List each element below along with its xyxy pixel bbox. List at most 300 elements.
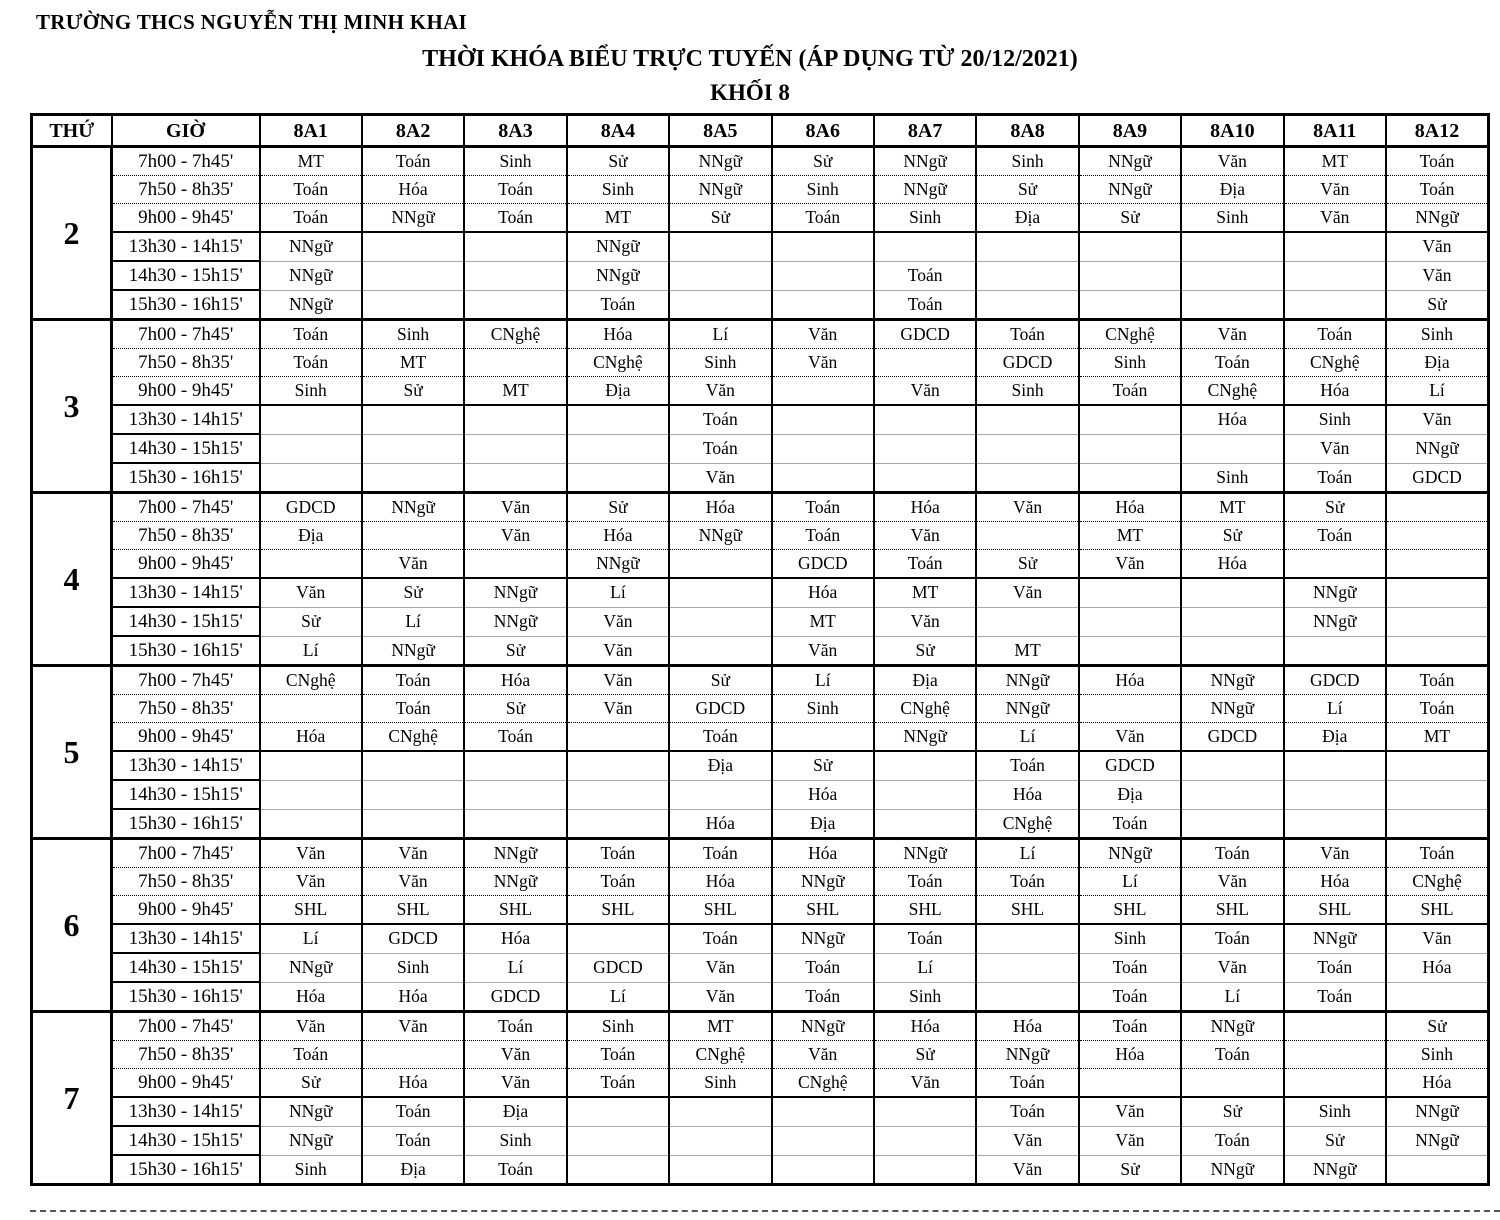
subject-cell-8a11: Toán [1284,320,1386,349]
time-cell: 14h30 - 15h15' [112,1126,260,1155]
time-cell: 7h50 - 8h35' [112,1041,260,1069]
timetable-row-day5-slot6 [32,809,1489,839]
subject-cell-8a8: GDCD [976,349,1078,377]
time-cell: 14h30 - 15h15' [112,434,260,463]
subject-cell-8a3: Toán [464,1012,566,1041]
timetable-header [32,115,1489,147]
subject-cell-8a7: Toán [874,261,976,290]
subject-cell-8a8 [976,261,1078,290]
subject-cell-8a3 [464,405,566,434]
subject-cell-8a12 [1386,578,1489,607]
subject-cell-8a12: MT [1386,723,1489,752]
subject-cell-8a9 [1079,290,1181,320]
subject-cell-8a2: Toán [362,147,464,176]
subject-cell-8a9 [1079,232,1181,261]
subject-cell-8a11 [1284,261,1386,290]
subject-cell-8a10: NNgữ [1181,1012,1283,1041]
subject-cell-8a10: NNgữ [1181,695,1283,723]
subject-cell-8a7: GDCD [874,320,976,349]
subject-cell-8a7 [874,809,976,839]
subject-cell-8a1: Sử [260,607,362,636]
subject-cell-8a6 [772,434,874,463]
subject-cell-8a8: SHL [976,896,1078,925]
subject-cell-8a6: Hóa [772,578,874,607]
subject-cell-8a3: Văn [464,1041,566,1069]
time-cell: 13h30 - 14h15' [112,924,260,953]
subject-cell-8a6 [772,232,874,261]
subject-cell-8a4 [567,809,669,839]
subject-cell-8a10: Sinh [1181,463,1283,493]
subject-cell-8a4 [567,1155,669,1185]
subject-cell-8a4: Lí [567,578,669,607]
time-cell: 13h30 - 14h15' [112,405,260,434]
subject-cell-8a4: Hóa [567,320,669,349]
subject-cell-8a6: NNgữ [772,1012,874,1041]
subject-cell-8a7: SHL [874,896,976,925]
subject-cell-8a8 [976,924,1078,953]
subject-cell-8a4: Toán [567,290,669,320]
time-cell: 14h30 - 15h15' [112,261,260,290]
timetable-row-day7-slot6 [32,1155,1489,1185]
subject-cell-8a11: Sử [1284,493,1386,522]
subject-cell-8a12: Lí [1386,377,1489,406]
subject-cell-8a12 [1386,780,1489,809]
subject-cell-8a9: SHL [1079,896,1181,925]
subject-cell-8a11: Toán [1284,953,1386,982]
subject-cell-8a9: Sinh [1079,349,1181,377]
timetable-row-day6-slot6 [32,982,1489,1012]
subject-cell-8a8: Toán [976,868,1078,896]
timetable-row-day4-slot6 [32,636,1489,666]
subject-cell-8a5: Sinh [669,349,771,377]
subject-cell-8a1: GDCD [260,493,362,522]
subject-cell-8a7: NNgữ [874,176,976,204]
subject-cell-8a1: Hóa [260,982,362,1012]
subject-cell-8a12 [1386,636,1489,666]
subject-cell-8a4 [567,723,669,752]
time-cell: 15h30 - 16h15' [112,1155,260,1185]
subject-cell-8a12: SHL [1386,896,1489,925]
subject-cell-8a5: SHL [669,896,771,925]
subject-cell-8a11: Toán [1284,522,1386,550]
subject-cell-8a9 [1079,636,1181,666]
column-header-8a12: 8A12 [1386,115,1489,147]
subject-cell-8a1: NNgữ [260,1126,362,1155]
subject-cell-8a7 [874,434,976,463]
subject-cell-8a12: NNgữ [1386,434,1489,463]
subject-cell-8a2: SHL [362,896,464,925]
subject-cell-8a6: GDCD [772,550,874,579]
subject-cell-8a12 [1386,607,1489,636]
subject-cell-8a1: Văn [260,1012,362,1041]
subject-cell-8a5: Địa [669,751,771,780]
subject-cell-8a6: MT [772,607,874,636]
subject-cell-8a11 [1284,1069,1386,1098]
subject-cell-8a3: NNgữ [464,839,566,868]
subject-cell-8a7: NNgữ [874,147,976,176]
subject-cell-8a5: Sử [669,666,771,695]
day-cell-3: 3 [32,320,112,493]
subject-cell-8a7: Hóa [874,1012,976,1041]
subject-cell-8a4: Địa [567,377,669,406]
subject-cell-8a2: Sinh [362,953,464,982]
subject-cell-8a8 [976,232,1078,261]
subject-cell-8a7 [874,463,976,493]
subject-cell-8a8: NNgữ [976,1041,1078,1069]
subject-cell-8a10: Sử [1181,522,1283,550]
subject-cell-8a8 [976,607,1078,636]
timetable-row-day7-slot2 [32,1041,1489,1069]
subject-cell-8a4: Toán [567,868,669,896]
subject-cell-8a9 [1079,695,1181,723]
subject-cell-8a7: NNgữ [874,839,976,868]
subject-cell-8a4: SHL [567,896,669,925]
subject-cell-8a10: Toán [1181,1126,1283,1155]
subject-cell-8a8: Toán [976,1069,1078,1098]
subject-cell-8a10: Toán [1181,924,1283,953]
time-cell: 7h50 - 8h35' [112,695,260,723]
subject-cell-8a9 [1079,1069,1181,1098]
subject-cell-8a2 [362,405,464,434]
subject-cell-8a3: GDCD [464,982,566,1012]
subject-cell-8a4: NNgữ [567,261,669,290]
subject-cell-8a11: NNgữ [1284,1155,1386,1185]
subject-cell-8a9: Văn [1079,550,1181,579]
subject-cell-8a3: Toán [464,204,566,233]
subject-cell-8a7: Lí [874,953,976,982]
header-row [32,115,1489,147]
column-header-8a3: 8A3 [464,115,566,147]
subject-cell-8a7 [874,1155,976,1185]
subject-cell-8a5 [669,636,771,666]
subject-cell-8a3: Văn [464,1069,566,1098]
timetable-row-day5-slot4 [32,751,1489,780]
subject-cell-8a9: MT [1079,522,1181,550]
subject-cell-8a2: Văn [362,550,464,579]
subject-cell-8a8: NNgữ [976,666,1078,695]
subject-cell-8a1: NNgữ [260,1097,362,1126]
subject-cell-8a10 [1181,290,1283,320]
subject-cell-8a4 [567,463,669,493]
subject-cell-8a4: Sử [567,493,669,522]
page-title: THỜI KHÓA BIỂU TRỰC TUYẾN (ÁP DỤNG TỪ 20/12/2021) [422,46,1078,72]
subject-cell-8a8 [976,953,1078,982]
subject-cell-8a4 [567,1126,669,1155]
time-cell: 15h30 - 16h15' [112,463,260,493]
subject-cell-8a4: Toán [567,1069,669,1098]
subject-cell-8a2: Sử [362,578,464,607]
subject-cell-8a9: Toán [1079,377,1181,406]
subject-cell-8a10 [1181,261,1283,290]
subject-cell-8a11 [1284,232,1386,261]
time-cell: 14h30 - 15h15' [112,607,260,636]
subject-cell-8a11: CNghệ [1284,349,1386,377]
subject-cell-8a3: MT [464,377,566,406]
subject-cell-8a2: Toán [362,1097,464,1126]
subject-cell-8a12: Toán [1386,147,1489,176]
subject-cell-8a11 [1284,550,1386,579]
subject-cell-8a5 [669,290,771,320]
subject-cell-8a9: NNgữ [1079,839,1181,868]
subject-cell-8a2 [362,1041,464,1069]
subject-cell-8a12: Địa [1386,349,1489,377]
column-header-day: THỨ [32,115,112,147]
subject-cell-8a7 [874,1126,976,1155]
subject-cell-8a12 [1386,522,1489,550]
subject-cell-8a1: Văn [260,839,362,868]
subject-cell-8a9: Hóa [1079,666,1181,695]
subject-cell-8a11: MT [1284,147,1386,176]
subject-cell-8a11: Văn [1284,839,1386,868]
subject-cell-8a9: NNgữ [1079,147,1181,176]
timetable-row-day3-slot4 [32,405,1489,434]
subject-cell-8a4: Sinh [567,176,669,204]
subject-cell-8a12 [1386,493,1489,522]
subject-cell-8a4: Văn [567,695,669,723]
time-cell: 15h30 - 16h15' [112,809,260,839]
subject-cell-8a7: Văn [874,377,976,406]
subject-cell-8a7 [874,780,976,809]
subject-cell-8a4 [567,405,669,434]
subject-cell-8a1: Lí [260,636,362,666]
subject-cell-8a10: Sinh [1181,204,1283,233]
subject-cell-8a3 [464,751,566,780]
subject-cell-8a5: Toán [669,434,771,463]
subject-cell-8a10 [1181,636,1283,666]
subject-cell-8a8: CNghệ [976,809,1078,839]
subject-cell-8a6 [772,723,874,752]
subject-cell-8a10: GDCD [1181,723,1283,752]
subject-cell-8a2: Hóa [362,1069,464,1098]
subject-cell-8a3: Hóa [464,924,566,953]
timetable-row-day6-slot5 [32,953,1489,982]
time-cell: 13h30 - 14h15' [112,751,260,780]
subject-cell-8a1 [260,809,362,839]
subject-cell-8a2: NNgữ [362,204,464,233]
time-cell: 9h00 - 9h45' [112,204,260,233]
timetable-row-day5-slot5 [32,780,1489,809]
time-cell: 14h30 - 15h15' [112,780,260,809]
subject-cell-8a7: Toán [874,868,976,896]
time-cell: 9h00 - 9h45' [112,723,260,752]
subject-cell-8a5: CNghệ [669,1041,771,1069]
subject-cell-8a9: GDCD [1079,751,1181,780]
subject-cell-8a5: Văn [669,982,771,1012]
subject-cell-8a5 [669,261,771,290]
timetable-row-day7-slot3 [32,1069,1489,1098]
subject-cell-8a8: Hóa [976,1012,1078,1041]
subject-cell-8a8: Lí [976,839,1078,868]
subject-cell-8a9: Hóa [1079,493,1181,522]
subject-cell-8a6: Văn [772,349,874,377]
subject-cell-8a3: Toán [464,1155,566,1185]
subject-cell-8a6: Hóa [772,780,874,809]
timetable-row-day4-slot2 [32,522,1489,550]
timetable-row-day2-slot4 [32,232,1489,261]
time-cell: 7h00 - 7h45' [112,1012,260,1041]
subject-cell-8a1: Hóa [260,723,362,752]
subject-cell-8a9: Hóa [1079,1041,1181,1069]
column-header-8a5: 8A5 [669,115,771,147]
subject-cell-8a7 [874,1097,976,1126]
subject-cell-8a5: Toán [669,405,771,434]
subject-cell-8a5: Văn [669,953,771,982]
subject-cell-8a5 [669,578,771,607]
subject-cell-8a3: SHL [464,896,566,925]
timetable-row-day2-slot5 [32,261,1489,290]
subject-cell-8a11 [1284,290,1386,320]
subject-cell-8a2: Sinh [362,320,464,349]
subject-cell-8a10 [1181,434,1283,463]
time-cell: 7h50 - 8h35' [112,868,260,896]
subject-cell-8a7: MT [874,578,976,607]
subject-cell-8a5: Sử [669,204,771,233]
subject-cell-8a8: Văn [976,493,1078,522]
time-cell: 9h00 - 9h45' [112,896,260,925]
subject-cell-8a1: Văn [260,868,362,896]
page-break-dashed-line [30,1210,1500,1212]
subject-cell-8a7: Hóa [874,493,976,522]
subject-cell-8a8: Toán [976,320,1078,349]
subject-cell-8a7: Toán [874,290,976,320]
subject-cell-8a12: Văn [1386,261,1489,290]
subject-cell-8a3: Sử [464,695,566,723]
subject-cell-8a4 [567,780,669,809]
subject-cell-8a7: Sử [874,636,976,666]
subject-cell-8a12: NNgữ [1386,1097,1489,1126]
subject-cell-8a3 [464,290,566,320]
subject-cell-8a12: CNghệ [1386,868,1489,896]
subject-cell-8a11 [1284,636,1386,666]
subject-cell-8a12 [1386,809,1489,839]
subject-cell-8a6 [772,377,874,406]
subject-cell-8a3: NNgữ [464,868,566,896]
subject-cell-8a3: CNghệ [464,320,566,349]
subject-cell-8a6: Sinh [772,695,874,723]
subject-cell-8a8: Hóa [976,780,1078,809]
subject-cell-8a5: Văn [669,377,771,406]
timetable-row-day6-slot1 [32,839,1489,868]
subject-cell-8a10 [1181,780,1283,809]
timetable-row-day2-slot1 [32,147,1489,176]
subject-cell-8a8 [976,522,1078,550]
subject-cell-8a2: Hóa [362,176,464,204]
subject-cell-8a2 [362,463,464,493]
subject-cell-8a1: NNgữ [260,261,362,290]
time-cell: 7h00 - 7h45' [112,147,260,176]
subject-cell-8a8: MT [976,636,1078,666]
subject-cell-8a10 [1181,578,1283,607]
timetable-row-day7-slot1 [32,1012,1489,1041]
timetable-row-day4-slot4 [32,578,1489,607]
subject-cell-8a12: Toán [1386,695,1489,723]
subject-cell-8a8: Sử [976,550,1078,579]
subject-cell-8a3: Văn [464,522,566,550]
subject-cell-8a4 [567,751,669,780]
subject-cell-8a2 [362,232,464,261]
subject-cell-8a9: Văn [1079,1126,1181,1155]
subject-cell-8a7: Sinh [874,204,976,233]
subject-cell-8a3 [464,434,566,463]
subject-cell-8a5: GDCD [669,695,771,723]
subject-cell-8a6 [772,1126,874,1155]
subject-cell-8a1 [260,434,362,463]
subject-cell-8a5: NNgữ [669,522,771,550]
time-cell: 7h00 - 7h45' [112,666,260,695]
school-name: TRƯỜNG THCS NGUYỄN THỊ MINH KHAI [36,10,468,34]
subject-cell-8a8: Sinh [976,377,1078,406]
subject-cell-8a1 [260,463,362,493]
subject-cell-8a6: Địa [772,809,874,839]
column-header-8a1: 8A1 [260,115,362,147]
timetable-row-day5-slot1 [32,666,1489,695]
subject-cell-8a2 [362,809,464,839]
subject-cell-8a4 [567,1097,669,1126]
subject-cell-8a11 [1284,1041,1386,1069]
subject-cell-8a9: Sinh [1079,924,1181,953]
subject-cell-8a3: Sinh [464,1126,566,1155]
subject-cell-8a1: NNgữ [260,290,362,320]
subject-cell-8a1: Sử [260,1069,362,1098]
column-header-8a9: 8A9 [1079,115,1181,147]
subject-cell-8a9: Toán [1079,953,1181,982]
subject-cell-8a10: SHL [1181,896,1283,925]
subject-cell-8a10: Hóa [1181,405,1283,434]
subject-cell-8a12: Sinh [1386,1041,1489,1069]
subject-cell-8a7 [874,405,976,434]
subject-cell-8a6: Toán [772,204,874,233]
subject-cell-8a9: Toán [1079,982,1181,1012]
subject-cell-8a10 [1181,232,1283,261]
subject-cell-8a3 [464,780,566,809]
subject-cell-8a12: Hóa [1386,953,1489,982]
subject-cell-8a8: Sinh [976,147,1078,176]
timetable-row-day3-slot2 [32,349,1489,377]
subject-cell-8a9 [1079,578,1181,607]
subject-cell-8a1: Địa [260,522,362,550]
subject-cell-8a9 [1079,405,1181,434]
subject-cell-8a9 [1079,607,1181,636]
subject-cell-8a1: Văn [260,578,362,607]
subject-cell-8a1: CNghệ [260,666,362,695]
subject-cell-8a2: Địa [362,1155,464,1185]
subject-cell-8a11: Văn [1284,204,1386,233]
subject-cell-8a4: CNghệ [567,349,669,377]
subject-cell-8a6 [772,1097,874,1126]
subject-cell-8a8 [976,290,1078,320]
subject-cell-8a2 [362,434,464,463]
subject-cell-8a12: Toán [1386,666,1489,695]
subject-cell-8a12: Văn [1386,405,1489,434]
subject-cell-8a6: Sử [772,147,874,176]
subject-cell-8a12: Toán [1386,176,1489,204]
subject-cell-8a2: Lí [362,607,464,636]
subject-cell-8a8: NNgữ [976,695,1078,723]
subject-cell-8a4: GDCD [567,953,669,982]
subject-cell-8a10: Lí [1181,982,1283,1012]
subject-cell-8a2: Toán [362,666,464,695]
subject-cell-8a10: Văn [1181,868,1283,896]
subject-cell-8a1 [260,695,362,723]
subject-cell-8a11: Văn [1284,176,1386,204]
time-cell: 14h30 - 15h15' [112,953,260,982]
subject-cell-8a10 [1181,751,1283,780]
timetable-row-day6-slot3 [32,896,1489,925]
time-cell: 15h30 - 16h15' [112,982,260,1012]
timetable-row-day4-slot3 [32,550,1489,579]
timetable-row-day3-slot3 [32,377,1489,406]
subject-cell-8a5: Sinh [669,1069,771,1098]
